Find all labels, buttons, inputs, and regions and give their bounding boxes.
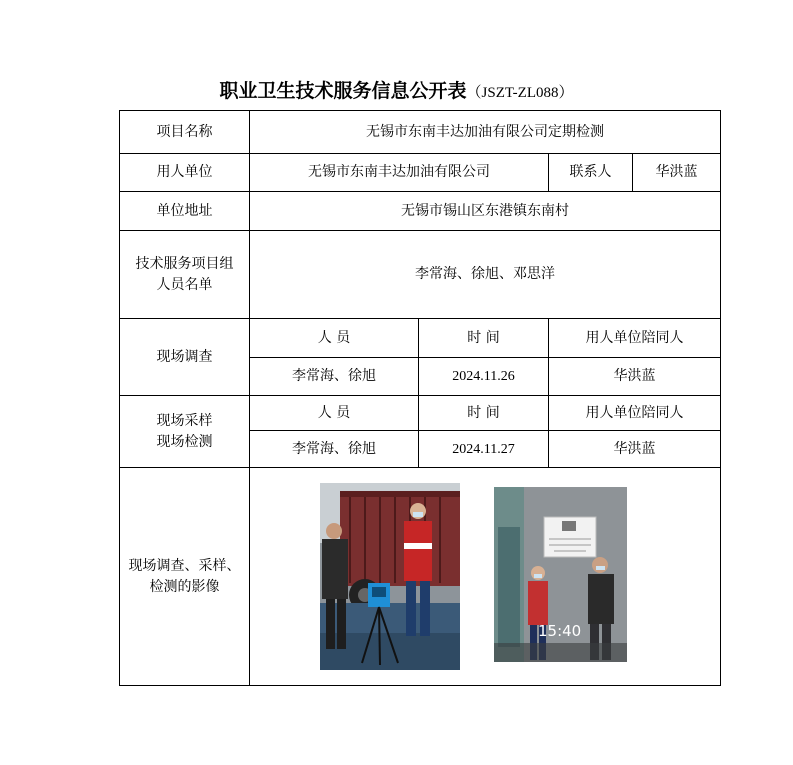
address-label: 单位地址 (120, 192, 250, 231)
employer-label: 用人单位 (120, 154, 250, 192)
site-photo-sampling (320, 483, 460, 670)
images-cell (250, 468, 721, 686)
survey-header-escort: 用人单位陪同人 (549, 319, 721, 358)
survey-people: 李常海、徐旭 (250, 358, 419, 396)
sampling-header-escort: 用人单位陪同人 (549, 396, 721, 431)
row-team (120, 231, 721, 319)
photos-area (250, 469, 720, 685)
address-value: 无锡市锡山区东港镇东南村 (250, 192, 721, 231)
team-label-line1: 技术服务项目组 (135, 255, 234, 272)
sampling-label (120, 396, 250, 468)
project-name-value: 无锡市东南丰达加油有限公司定期检测 (250, 111, 721, 154)
sampling-escort: 华洪蓝 (549, 431, 721, 468)
row-sampling-header (120, 396, 721, 431)
site-photo-survey (494, 487, 627, 662)
sampling-header-people: 人 员 (250, 396, 419, 431)
images-label (120, 468, 250, 686)
photo-timestamp: 15:40 (538, 621, 582, 640)
title-text: 职业卫生技术服务信息公开表 (219, 80, 467, 102)
team-label-line2: 人员名单 (156, 276, 213, 293)
sampling-label-line1: 现场采样 (156, 412, 213, 429)
survey-header-time: 时 间 (419, 319, 549, 358)
page-title (0, 76, 793, 103)
survey-header-people: 人 员 (250, 319, 419, 358)
team-label (120, 231, 250, 319)
sampling-time: 2024.11.27 (419, 431, 549, 468)
employer-value: 无锡市东南丰达加油有限公司 (250, 154, 549, 192)
survey-escort: 华洪蓝 (549, 358, 721, 396)
row-images (120, 468, 721, 686)
survey-label: 现场调查 (120, 319, 250, 396)
sampling-label-line2: 现场检测 (156, 433, 213, 450)
contact-value: 华洪蓝 (633, 154, 721, 192)
contact-label: 联系人 (549, 154, 633, 192)
row-project-name (120, 111, 721, 154)
team-value: 李常海、徐旭、邓思洋 (250, 231, 721, 319)
images-label-line2: 检测的影像 (149, 578, 220, 595)
doc-code: （JSZT-ZL088） (466, 85, 574, 101)
row-survey-header (120, 319, 721, 358)
row-address (120, 192, 721, 231)
images-label-line1: 现场调查、采样、 (128, 557, 241, 574)
row-employer (120, 154, 721, 192)
survey-time: 2024.11.26 (419, 358, 549, 396)
info-table (119, 110, 721, 686)
sampling-people: 李常海、徐旭 (250, 431, 419, 468)
sampling-header-time: 时 间 (419, 396, 549, 431)
project-name-label: 项目名称 (120, 111, 250, 154)
